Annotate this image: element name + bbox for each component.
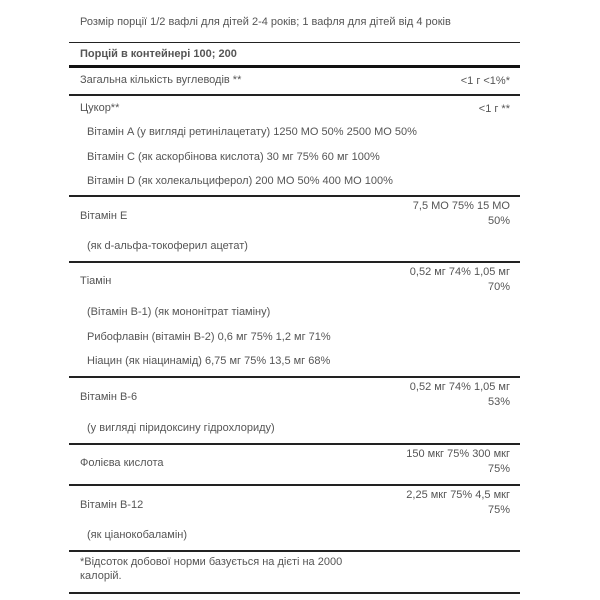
vitamin-e-note: (як d-альфа-токоферил ацетат): [87, 240, 248, 252]
servings-per-container: Порцій в контейнері 100; 200: [80, 48, 237, 60]
folic-acid-value-2: 75%: [487, 463, 510, 475]
divider: [69, 261, 520, 263]
divider: [69, 550, 520, 552]
vitamin-d-row: Вітамін D (як холекальциферол) 200 МО 50% 400 МО 100%: [87, 175, 393, 187]
vitamin-c-row: Вітамін C (як аскорбінова кислота) 30 мг 75% 60 мг 100%: [87, 151, 380, 163]
vitamin-e-label: Вітамін E: [80, 210, 128, 222]
serving-size: Розмір порції 1/2 вафлі для дітей 2-4 років; 1 вафля для дітей від 4 років: [80, 16, 451, 28]
daily-value-footnote: *Відсоток добової норми базується на дієті на 2000 калорій.: [80, 556, 343, 582]
vitamin-b12-label: Вітамін B-12: [80, 499, 144, 511]
vitamin-b12-value-2: 75%: [487, 504, 510, 516]
divider: [69, 94, 520, 96]
divider: [69, 42, 520, 43]
folic-acid-value-1: 150 мкг 75% 300 мкг: [406, 448, 510, 460]
divider: [69, 592, 520, 594]
vitamin-b6-label: Вітамін B-6: [80, 391, 138, 403]
total-carbs-value: <1 г <1%*: [460, 75, 510, 87]
folic-acid-label: Фолієва кислота: [80, 457, 164, 469]
divider: [69, 484, 520, 486]
riboflavin-row: Рибофлавін (вітамін B-2) 0,6 мг 75% 1,2 мг 71%: [87, 331, 331, 343]
divider: [69, 376, 520, 378]
niacin-row: Ніацин (як ніацинамід) 6,75 мг 75% 13,5 мг 68%: [87, 355, 331, 367]
vitamin-b12-note: (як ціанокобаламін): [87, 529, 188, 541]
vitamin-b6-note: (у вигляді піридоксину гідрохлориду): [87, 422, 275, 434]
sugar-label: Цукор**: [80, 102, 120, 114]
thiamin-value-2: 70%: [487, 281, 510, 293]
divider: [69, 443, 520, 445]
thiamin-note: (Вітамін B-1) (як мононітрат тіаміну): [87, 306, 271, 318]
divider: [69, 195, 520, 197]
vitamin-e-value-1: 7,5 МО 75% 15 МО: [412, 200, 510, 212]
sugar-value: <1 г **: [478, 103, 510, 115]
vitamin-e-value-2: 50%: [487, 215, 510, 227]
vitamin-a-row: Вітамін A (у вигляді ретинілацетату) 1250 МО 50% 2500 МО 50%: [87, 126, 417, 138]
total-carbs-label: Загальна кількість вуглеводів **: [80, 74, 242, 86]
thiamin-label: Тіамін: [80, 275, 112, 287]
divider-thick: [69, 65, 520, 68]
vitamin-b6-value-2: 53%: [487, 396, 510, 408]
vitamin-b6-value-1: 0,52 мг 74% 1,05 мг: [409, 381, 510, 393]
thiamin-value-1: 0,52 мг 74% 1,05 мг: [409, 266, 510, 278]
vitamin-b12-value-1: 2,25 мкг 75% 4,5 мкг: [406, 489, 510, 501]
